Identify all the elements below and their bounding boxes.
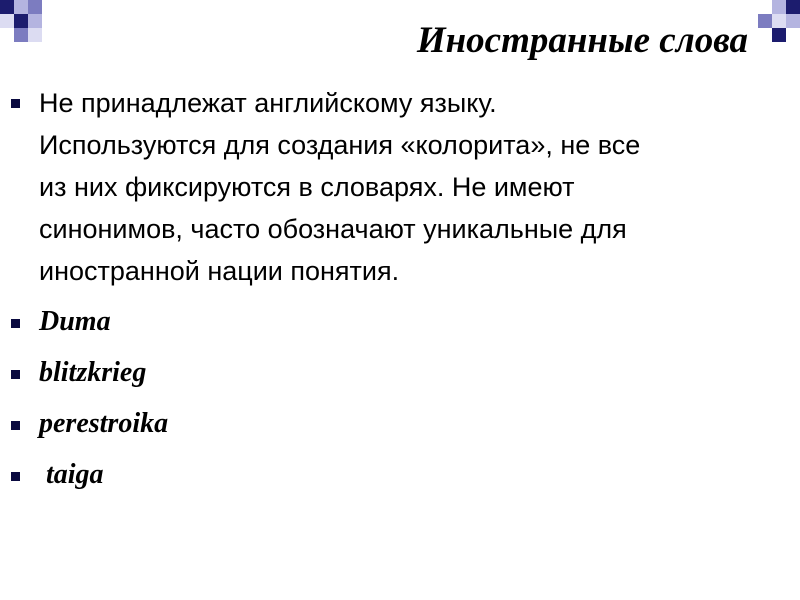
bullet-text: perestroika: [39, 408, 169, 439]
deco-square-dark: [0, 0, 14, 14]
deco-square-dark: [786, 0, 800, 14]
deco-square-mid: [28, 0, 42, 14]
bullet-text: Duma: [39, 306, 111, 337]
square-bullet-icon: [11, 319, 20, 328]
slide-title: Иностранные слова: [416, 20, 748, 61]
deco-square-dark: [772, 28, 786, 42]
bullet-list: [0, 82, 800, 496]
bullet-item-perestroika: [0, 403, 800, 445]
bullet-item-description: [0, 82, 800, 292]
bullet-item-blitzkrieg: [0, 352, 800, 394]
deco-square-light: [786, 14, 800, 28]
bullet-text: Не принадлежат английскому языку. Используются для создания «колорита», не все из них фиксируются в словарях. Не имеют синонимов, часто обозначают уникальные для иностранной нации понятия.: [39, 88, 641, 286]
bullet-item-duma: [0, 301, 800, 343]
square-bullet-icon: [11, 99, 20, 108]
square-bullet-icon: [11, 370, 20, 379]
deco-square-pale: [772, 14, 786, 28]
deco-square-light: [14, 0, 28, 14]
bullet-text: taiga: [39, 459, 104, 490]
square-bullet-icon: [11, 472, 20, 481]
deco-square-mid: [758, 14, 772, 28]
deco-square-light: [772, 0, 786, 14]
bullet-item-taiga: [0, 454, 800, 496]
bullet-text: blitzkrieg: [39, 357, 147, 388]
square-bullet-icon: [11, 421, 20, 430]
